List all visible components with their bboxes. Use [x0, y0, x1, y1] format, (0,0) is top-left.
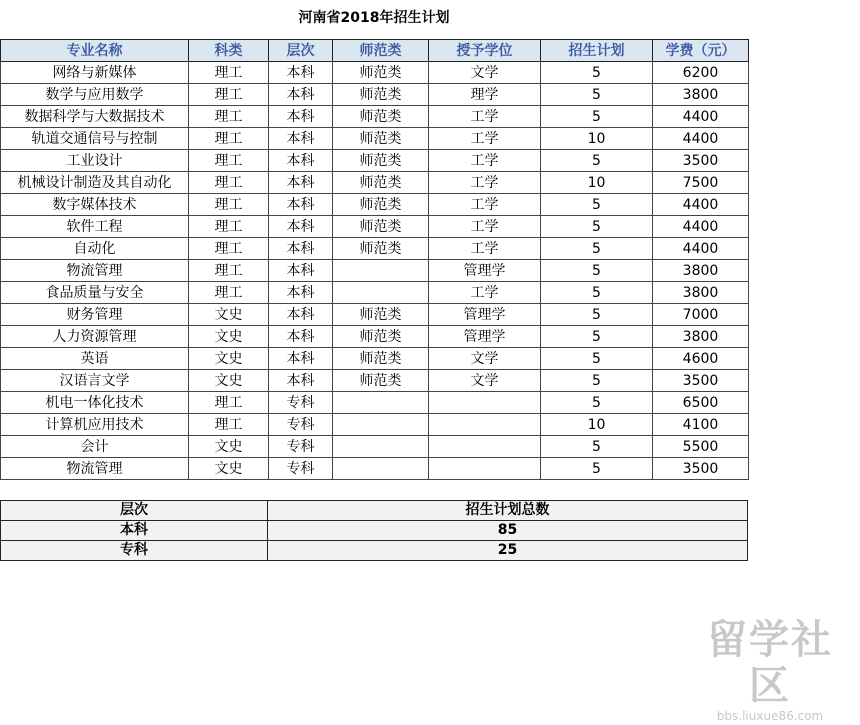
- cell-subject: 理工: [189, 194, 269, 216]
- cell-level: 本科: [269, 326, 333, 348]
- cell-normal: [333, 414, 429, 436]
- cell-major: 财务管理: [1, 304, 189, 326]
- cell-degree: 文学: [429, 62, 541, 84]
- cell-major: 自动化: [1, 238, 189, 260]
- cell-degree: 工学: [429, 128, 541, 150]
- table-row: [1, 194, 749, 216]
- table-row: [1, 84, 749, 106]
- cell-subject: 文史: [189, 326, 269, 348]
- cell-major: 机械设计制造及其自动化: [1, 172, 189, 194]
- cell-subject: 文史: [189, 348, 269, 370]
- cell-major: 网络与新媒体: [1, 62, 189, 84]
- cell-level: 专科: [269, 392, 333, 414]
- cell-plan: 5: [541, 436, 653, 458]
- cell-plan: 5: [541, 326, 653, 348]
- cell-normal: [333, 260, 429, 282]
- cell-normal: [333, 392, 429, 414]
- cell-major: 软件工程: [1, 216, 189, 238]
- watermark-text: 留学社区: [707, 617, 833, 709]
- cell-level: 本科: [269, 238, 333, 260]
- cell-subject: 理工: [189, 128, 269, 150]
- cell-subject: 文史: [189, 370, 269, 392]
- cell-level: 本科: [269, 62, 333, 84]
- summary-cell-total: 25: [268, 541, 748, 561]
- table-row: [1, 348, 749, 370]
- cell-degree: [429, 458, 541, 480]
- summary-cell-total: 85: [268, 521, 748, 541]
- cell-subject: 理工: [189, 106, 269, 128]
- summary-cell-level: 专科: [1, 541, 268, 561]
- table-row: [1, 216, 749, 238]
- summary-header-total: 招生计划总数: [268, 501, 748, 521]
- cell-subject: 文史: [189, 304, 269, 326]
- cell-subject: 文史: [189, 436, 269, 458]
- cell-level: 本科: [269, 216, 333, 238]
- cell-tuition: 3800: [653, 326, 749, 348]
- watermark-logo: [690, 617, 850, 723]
- cell-tuition: 7500: [653, 172, 749, 194]
- cell-major: 物流管理: [1, 458, 189, 480]
- header-degree: 授予学位: [429, 40, 541, 62]
- cell-major: 计算机应用技术: [1, 414, 189, 436]
- cell-subject: 理工: [189, 238, 269, 260]
- cell-tuition: 3800: [653, 282, 749, 304]
- cell-degree: [429, 414, 541, 436]
- table-row: [1, 150, 749, 172]
- cell-major: 轨道交通信号与控制: [1, 128, 189, 150]
- cell-level: 本科: [269, 304, 333, 326]
- cell-tuition: 3800: [653, 84, 749, 106]
- cell-plan: 5: [541, 348, 653, 370]
- cell-major: 汉语言文学: [1, 370, 189, 392]
- cell-major: 工业设计: [1, 150, 189, 172]
- cell-degree: 文学: [429, 348, 541, 370]
- cell-degree: 文学: [429, 370, 541, 392]
- cell-level: 专科: [269, 458, 333, 480]
- cell-tuition: 4400: [653, 194, 749, 216]
- cell-level: 本科: [269, 172, 333, 194]
- table-row: [1, 260, 749, 282]
- cell-tuition: 3800: [653, 260, 749, 282]
- cell-subject: 理工: [189, 62, 269, 84]
- cell-level: 本科: [269, 194, 333, 216]
- header-normal: 师范类: [333, 40, 429, 62]
- cell-major: 英语: [1, 348, 189, 370]
- cell-subject: 理工: [189, 282, 269, 304]
- cell-degree: 管理学: [429, 304, 541, 326]
- cell-normal: 师范类: [333, 326, 429, 348]
- table-row: [1, 128, 749, 150]
- cell-degree: 工学: [429, 172, 541, 194]
- cell-normal: 师范类: [333, 172, 429, 194]
- cell-plan: 10: [541, 414, 653, 436]
- cell-level: 专科: [269, 436, 333, 458]
- cell-tuition: 4400: [653, 216, 749, 238]
- table-row: [1, 238, 749, 260]
- cell-normal: [333, 458, 429, 480]
- cell-tuition: 4400: [653, 106, 749, 128]
- cell-plan: 5: [541, 194, 653, 216]
- cell-tuition: 6200: [653, 62, 749, 84]
- table-row: [1, 282, 749, 304]
- cell-degree: 工学: [429, 106, 541, 128]
- table-row: [1, 436, 749, 458]
- cell-level: 专科: [269, 414, 333, 436]
- cell-subject: 理工: [189, 216, 269, 238]
- summary-cell-level: 本科: [1, 521, 268, 541]
- header-subject: 科类: [189, 40, 269, 62]
- cell-normal: 师范类: [333, 62, 429, 84]
- table-row: [1, 106, 749, 128]
- cell-level: 本科: [269, 150, 333, 172]
- watermark-url: bbs.liuxue86.com: [716, 709, 824, 723]
- cell-subject: 理工: [189, 172, 269, 194]
- cell-subject: 文史: [189, 458, 269, 480]
- cell-plan: 5: [541, 216, 653, 238]
- cell-tuition: 4400: [653, 238, 749, 260]
- cell-major: 会计: [1, 436, 189, 458]
- cell-plan: 5: [541, 370, 653, 392]
- table-row: [1, 304, 749, 326]
- summary-row: [1, 541, 748, 561]
- cell-normal: 师范类: [333, 194, 429, 216]
- cell-major: 数字媒体技术: [1, 194, 189, 216]
- summary-header-row: [1, 501, 748, 521]
- cell-normal: 师范类: [333, 150, 429, 172]
- cell-plan: 5: [541, 304, 653, 326]
- cell-level: 本科: [269, 84, 333, 106]
- cell-plan: 5: [541, 260, 653, 282]
- cell-major: 数据科学与大数据技术: [1, 106, 189, 128]
- cell-level: 本科: [269, 370, 333, 392]
- header-plan: 招生计划: [541, 40, 653, 62]
- cell-plan: 10: [541, 172, 653, 194]
- cell-normal: [333, 282, 429, 304]
- cell-tuition: 3500: [653, 150, 749, 172]
- cell-tuition: 6500: [653, 392, 749, 414]
- cell-level: 本科: [269, 348, 333, 370]
- cell-subject: 理工: [189, 150, 269, 172]
- cell-plan: 5: [541, 458, 653, 480]
- cell-level: 本科: [269, 282, 333, 304]
- cell-major: 物流管理: [1, 260, 189, 282]
- cell-major: 数学与应用数学: [1, 84, 189, 106]
- cell-normal: 师范类: [333, 238, 429, 260]
- cell-level: 本科: [269, 106, 333, 128]
- cell-normal: 师范类: [333, 370, 429, 392]
- cell-degree: 工学: [429, 216, 541, 238]
- table-row: [1, 326, 749, 348]
- cell-tuition: 7000: [653, 304, 749, 326]
- summary-header-level: 层次: [1, 501, 268, 521]
- cell-major: 食品质量与安全: [1, 282, 189, 304]
- header-major: 专业名称: [1, 40, 189, 62]
- cell-plan: 5: [541, 62, 653, 84]
- table-row: [1, 370, 749, 392]
- cell-plan: 5: [541, 282, 653, 304]
- cell-normal: 师范类: [333, 106, 429, 128]
- cell-tuition: 5500: [653, 436, 749, 458]
- cell-tuition: 3500: [653, 370, 749, 392]
- table-row: [1, 172, 749, 194]
- table-row: [1, 458, 749, 480]
- cell-tuition: 4100: [653, 414, 749, 436]
- cell-major: 人力资源管理: [1, 326, 189, 348]
- summary-row: [1, 521, 748, 541]
- cell-plan: 10: [541, 128, 653, 150]
- cell-normal: 师范类: [333, 128, 429, 150]
- cell-subject: 理工: [189, 414, 269, 436]
- table-header-row: [1, 40, 749, 62]
- table-row: [1, 392, 749, 414]
- cell-plan: 5: [541, 238, 653, 260]
- cell-plan: 5: [541, 150, 653, 172]
- enrollment-plan-table: [0, 39, 749, 480]
- cell-normal: 师范类: [333, 304, 429, 326]
- cell-subject: 理工: [189, 84, 269, 106]
- cell-plan: 5: [541, 106, 653, 128]
- cell-degree: [429, 392, 541, 414]
- summary-table: [0, 500, 748, 561]
- cell-normal: 师范类: [333, 84, 429, 106]
- cell-subject: 理工: [189, 260, 269, 282]
- cell-plan: 5: [541, 84, 653, 106]
- cell-degree: [429, 436, 541, 458]
- header-tuition: 学费（元）: [653, 40, 749, 62]
- cell-level: 本科: [269, 128, 333, 150]
- cell-degree: 工学: [429, 238, 541, 260]
- cell-subject: 理工: [189, 392, 269, 414]
- cell-degree: 工学: [429, 282, 541, 304]
- cell-degree: 工学: [429, 194, 541, 216]
- page-title: 河南省2018年招生计划: [298, 10, 450, 26]
- cell-plan: 5: [541, 392, 653, 414]
- cell-degree: 管理学: [429, 326, 541, 348]
- cell-normal: 师范类: [333, 216, 429, 238]
- cell-normal: [333, 436, 429, 458]
- table-row: [1, 414, 749, 436]
- table-row: [1, 62, 749, 84]
- header-level: 层次: [269, 40, 333, 62]
- cell-level: 本科: [269, 260, 333, 282]
- cell-degree: 工学: [429, 150, 541, 172]
- cell-normal: 师范类: [333, 348, 429, 370]
- cell-degree: 理学: [429, 84, 541, 106]
- cell-tuition: 4600: [653, 348, 749, 370]
- cell-tuition: 4400: [653, 128, 749, 150]
- cell-tuition: 3500: [653, 458, 749, 480]
- cell-major: 机电一体化技术: [1, 392, 189, 414]
- cell-degree: 管理学: [429, 260, 541, 282]
